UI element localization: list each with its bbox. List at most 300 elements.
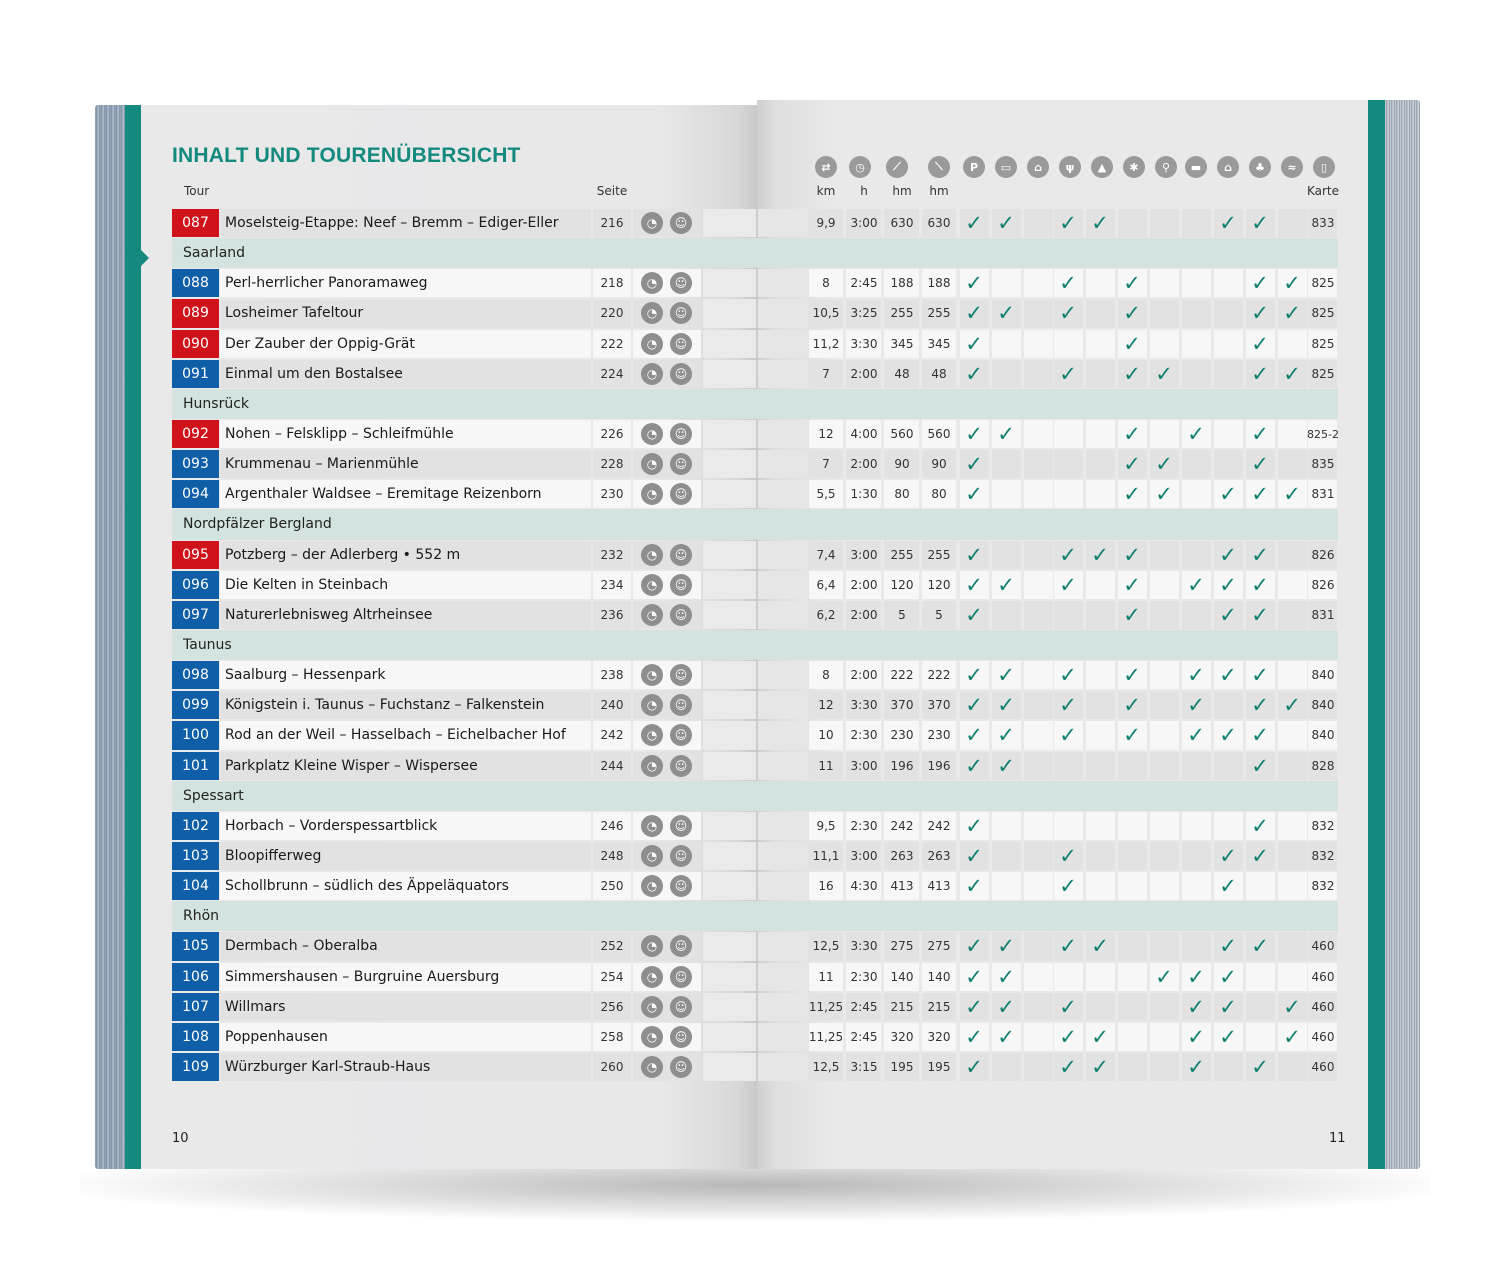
table-row (95, 298, 1420, 328)
check-icon: ✓ (1283, 301, 1301, 326)
table-row (95, 419, 1420, 449)
map-number: 825-2 (1307, 427, 1339, 441)
col-header-h: h (860, 184, 868, 198)
tour-number-badge: 107 (172, 993, 219, 1021)
check-icon: ✓ (1251, 934, 1269, 959)
distance-km: 5,5 (816, 487, 836, 502)
check-icon: ✓ (1123, 723, 1141, 748)
page-title: INHALT UND TOURENÜBERSICHT (172, 144, 521, 167)
cell-bg (1024, 661, 1054, 689)
cell-bg (703, 330, 757, 358)
check-icon: ✓ (997, 301, 1015, 326)
page-number: 234 (600, 577, 624, 592)
table-row (95, 751, 1420, 781)
check-icon: ✓ (965, 934, 983, 959)
descent-hm: 370 (927, 698, 951, 713)
family-friendly-icon: ☺ (670, 664, 692, 686)
cell-bg (1182, 752, 1212, 780)
descent-hm: 242 (927, 818, 951, 833)
check-icon: ✓ (1219, 482, 1237, 507)
page-number: 246 (600, 818, 624, 833)
cell-bg (1182, 932, 1212, 960)
check-icon: ✓ (1219, 874, 1237, 899)
check-icon: ✓ (1283, 1024, 1301, 1049)
check-icon: ✓ (965, 331, 983, 356)
cell-bg (1214, 691, 1244, 719)
family-friendly-icon: ☺ (670, 755, 692, 777)
cable-car-icon: ⌂ (1027, 156, 1049, 178)
distance-km: 10,5 (812, 306, 840, 321)
page-number: 250 (600, 879, 624, 894)
check-icon: ✓ (1187, 693, 1205, 718)
tour-table (95, 208, 1420, 1082)
difficulty-icon: ◔ (641, 875, 663, 897)
duration-hours: 3:30 (850, 939, 878, 954)
cell-bg (1150, 269, 1180, 297)
check-icon: ✓ (965, 422, 983, 447)
cell-bg (1118, 752, 1148, 780)
map-number: 835 (1311, 457, 1335, 472)
check-icon: ✓ (1283, 271, 1301, 296)
cell-bg (758, 480, 808, 508)
table-row (95, 690, 1420, 720)
family-friendly-icon: ☺ (670, 453, 692, 475)
cell-bg (1086, 299, 1116, 327)
page-number: 252 (600, 939, 624, 954)
check-icon: ✓ (1187, 422, 1205, 447)
cell-bg (758, 299, 808, 327)
check-icon: ✓ (997, 211, 1015, 236)
family-friendly-icon: ☺ (670, 935, 692, 957)
map-number: 828 (1311, 758, 1335, 773)
cell-bg (1024, 299, 1054, 327)
family-friendly-icon: ☺ (670, 1056, 692, 1078)
check-icon: ✓ (1283, 482, 1301, 507)
route-start-icon: ⇄ (815, 156, 837, 178)
check-icon: ✓ (965, 271, 983, 296)
cell-bg (758, 932, 808, 960)
region-label: Taunus (183, 637, 232, 654)
cell-bg (1054, 480, 1084, 508)
cell-bg (703, 721, 757, 749)
distance-km: 6,2 (816, 607, 836, 622)
hut-icon: ▬ (1185, 156, 1207, 178)
check-icon: ✓ (1219, 844, 1237, 869)
cell-bg (1150, 752, 1180, 780)
tour-name: Dermbach – Oberalba (225, 938, 378, 955)
map-number: 825 (1311, 306, 1335, 321)
tour-number-badge: 089 (172, 299, 219, 327)
ascent-hm: 370 (890, 698, 914, 713)
duration-hours: 3:00 (850, 216, 878, 231)
difficulty-icon: ◔ (641, 755, 663, 777)
cell-bg (1024, 450, 1054, 478)
cell-bg (1150, 721, 1180, 749)
duration-hours: 2:30 (850, 818, 878, 833)
difficulty-icon: ◔ (641, 935, 663, 957)
ascent-hm: 413 (890, 879, 914, 894)
check-icon: ✓ (1059, 874, 1077, 899)
descent-hm: 230 (927, 728, 951, 743)
tour-name: Nohen – Felsklipp – Schleifmühle (225, 426, 454, 443)
cell-bg (703, 269, 757, 297)
cell-bg (1150, 1023, 1180, 1051)
check-icon: ✓ (965, 753, 983, 778)
cell-bg (1024, 571, 1054, 599)
family-friendly-icon: ☺ (670, 333, 692, 355)
region-row (95, 389, 1420, 419)
cell-bg (1278, 661, 1308, 689)
check-icon: ✓ (1251, 813, 1269, 838)
region-row (95, 509, 1420, 539)
descent-hm: 222 (927, 668, 951, 683)
check-icon: ✓ (1059, 301, 1077, 326)
difficulty-icon: ◔ (641, 815, 663, 837)
cell-bg (758, 721, 808, 749)
check-icon: ✓ (965, 663, 983, 688)
tour-number-badge: 094 (172, 480, 219, 508)
cell-bg (992, 330, 1022, 358)
check-icon: ✓ (1251, 572, 1269, 597)
cell-bg (1086, 480, 1116, 508)
duration-hours: 2:45 (850, 999, 878, 1014)
cell-bg (1024, 330, 1054, 358)
ascent-hm: 140 (890, 969, 914, 984)
check-icon: ✓ (1187, 964, 1205, 989)
descent-icon: ⟍ (928, 156, 950, 178)
cell-bg (1054, 330, 1084, 358)
ascent-hm: 90 (894, 457, 910, 472)
distance-km: 11,2 (812, 336, 840, 351)
distance-km: 12 (818, 427, 834, 442)
tour-number-badge: 104 (172, 872, 219, 900)
cell-bg (1054, 450, 1084, 478)
ascent-hm: 5 (898, 607, 906, 622)
cell-bg (1150, 330, 1180, 358)
check-icon: ✓ (1091, 211, 1109, 236)
cell-bg (1086, 752, 1116, 780)
table-row (95, 359, 1420, 389)
descent-hm: 188 (927, 276, 951, 291)
cell-bg (1214, 752, 1244, 780)
check-icon: ✓ (1251, 753, 1269, 778)
descent-hm: 560 (927, 427, 951, 442)
ascent-hm: 222 (890, 668, 914, 683)
region-band (172, 901, 1338, 931)
check-icon: ✓ (1187, 1055, 1205, 1079)
cell-bg (1118, 209, 1148, 237)
restaurant-icon: ψ (1059, 156, 1081, 178)
cell-bg (1024, 842, 1054, 870)
check-icon: ✓ (1123, 271, 1141, 296)
tour-name: Potzberg – der Adlerberg • 552 m (225, 546, 461, 563)
distance-km: 6,4 (816, 577, 836, 592)
ascent-hm: 80 (894, 487, 910, 502)
cell-bg (1024, 1053, 1054, 1081)
check-icon: ✓ (1251, 723, 1269, 748)
ascent-hm: 196 (890, 758, 914, 773)
difficulty-icon: ◔ (641, 363, 663, 385)
table-row (95, 1022, 1420, 1052)
descent-hm: 630 (927, 216, 951, 231)
duration-hours: 2:00 (850, 577, 878, 592)
ascent-hm: 320 (890, 1029, 914, 1044)
map-number: 833 (1311, 216, 1335, 231)
tour-number-badge: 105 (172, 932, 219, 960)
cell-bg (1024, 1023, 1054, 1051)
duration-hours: 4:30 (850, 879, 878, 894)
cell-bg (1086, 420, 1116, 448)
family-friendly-icon: ☺ (670, 483, 692, 505)
difficulty-icon: ◔ (641, 845, 663, 867)
tour-number-badge: 098 (172, 661, 219, 689)
difficulty-icon: ◔ (641, 272, 663, 294)
cell-bg (758, 842, 808, 870)
cell-bg (703, 932, 757, 960)
cell-bg (1150, 541, 1180, 569)
cell-bg (1024, 269, 1054, 297)
check-icon: ✓ (1251, 602, 1269, 627)
check-icon: ✓ (1059, 542, 1077, 567)
cell-bg (758, 1053, 808, 1081)
check-icon: ✓ (1251, 422, 1269, 447)
check-icon: ✓ (997, 1024, 1015, 1049)
check-icon: ✓ (1251, 271, 1269, 296)
table-row (95, 540, 1420, 570)
page-number: 254 (600, 969, 624, 984)
descent-hm: 5 (935, 607, 943, 622)
winter-icon: ✱ (1123, 156, 1145, 178)
check-icon: ✓ (1091, 542, 1109, 567)
check-icon: ✓ (1251, 1055, 1269, 1079)
tour-name: Bloopifferweg (225, 848, 322, 865)
difficulty-icon: ◔ (641, 574, 663, 596)
check-icon: ✓ (1155, 964, 1173, 989)
tour-name: Poppenhausen (225, 1028, 328, 1045)
cell-bg (1024, 963, 1054, 991)
check-icon: ✓ (1123, 301, 1141, 326)
family-friendly-icon: ☺ (670, 875, 692, 897)
descent-hm: 140 (927, 969, 951, 984)
bike-icon: ⚲ (1155, 156, 1177, 178)
check-icon: ✓ (1251, 663, 1269, 688)
cell-bg (1278, 752, 1308, 780)
check-icon: ✓ (965, 572, 983, 597)
check-icon: ✓ (965, 994, 983, 1019)
check-icon: ✓ (965, 1024, 983, 1049)
page-number: 216 (600, 216, 624, 231)
duration-hours: 3:30 (850, 336, 878, 351)
check-icon: ✓ (1251, 844, 1269, 869)
cell-bg (1150, 209, 1180, 237)
page-number: 244 (600, 758, 624, 773)
cell-bg (703, 209, 757, 237)
cell-bg (703, 1053, 757, 1081)
map-number: 460 (1311, 999, 1335, 1014)
tour-name: Moselsteig-Etappe: Neef – Bremm – Ediger-Eller (225, 215, 559, 232)
map-number: 832 (1311, 818, 1335, 833)
cell-bg (1024, 721, 1054, 749)
family-friendly-icon: ☺ (670, 302, 692, 324)
cell-bg (703, 691, 757, 719)
map-number: 460 (1311, 1029, 1335, 1044)
family-friendly-icon: ☺ (670, 272, 692, 294)
cell-bg (1278, 1053, 1308, 1081)
tour-number-badge: 097 (172, 601, 219, 629)
check-icon: ✓ (997, 753, 1015, 778)
family-friendly-icon: ☺ (670, 363, 692, 385)
cell-bg (1214, 299, 1244, 327)
table-row (95, 992, 1420, 1022)
check-icon: ✓ (1219, 542, 1237, 567)
check-icon: ✓ (1187, 572, 1205, 597)
cell-bg (1278, 812, 1308, 840)
table-row (95, 962, 1420, 992)
cell-bg (1182, 872, 1212, 900)
difficulty-icon: ◔ (641, 996, 663, 1018)
tour-number-badge: 106 (172, 963, 219, 991)
check-icon: ✓ (965, 602, 983, 627)
ascent-hm: 215 (890, 999, 914, 1014)
check-icon: ✓ (1123, 331, 1141, 356)
table-row (95, 600, 1420, 630)
cell-bg (1086, 601, 1116, 629)
cell-bg (1278, 541, 1308, 569)
cell-bg (703, 842, 757, 870)
page-number: 232 (600, 547, 624, 562)
ascent-hm: 630 (890, 216, 914, 231)
cell-bg (1150, 812, 1180, 840)
page-number: 228 (600, 457, 624, 472)
check-icon: ✓ (1123, 572, 1141, 597)
tour-name: Perl-herrlicher Panoramaweg (225, 275, 428, 292)
check-icon: ✓ (1123, 542, 1141, 567)
tour-number-badge: 101 (172, 752, 219, 780)
cell-bg (1278, 963, 1308, 991)
descent-hm: 345 (927, 336, 951, 351)
cell-bg (758, 872, 808, 900)
map-icon: ▯ (1313, 156, 1335, 178)
table-row (95, 720, 1420, 750)
table-row (95, 268, 1420, 298)
col-header-karte: Karte (1306, 184, 1340, 198)
duration-hours: 2:00 (850, 607, 878, 622)
distance-km: 9,9 (816, 216, 836, 231)
tour-number-badge: 087 (172, 209, 219, 237)
tour-name: Argenthaler Waldsee – Eremitage Reizenborn (225, 486, 542, 503)
tour-number-badge: 092 (172, 420, 219, 448)
swimming-icon: ≈ (1281, 156, 1303, 178)
cell-bg (1278, 872, 1308, 900)
cell-bg (1182, 330, 1212, 358)
distance-km: 11,1 (812, 849, 840, 864)
check-icon: ✓ (1219, 964, 1237, 989)
cell-bg (1150, 932, 1180, 960)
check-icon: ✓ (997, 422, 1015, 447)
page-number: 258 (600, 1029, 624, 1044)
descent-hm: 120 (927, 577, 951, 592)
check-icon: ✓ (1059, 663, 1077, 688)
check-icon: ✓ (1123, 663, 1141, 688)
cell-bg (703, 1023, 757, 1051)
page-number-right: 11 (1329, 1131, 1346, 1146)
family-friendly-icon: ☺ (670, 423, 692, 445)
cell-bg (703, 993, 757, 1021)
check-icon: ✓ (965, 693, 983, 718)
check-icon: ✓ (1123, 482, 1141, 507)
ascent-hm: 275 (890, 939, 914, 954)
cell-bg (758, 209, 808, 237)
check-icon: ✓ (1251, 301, 1269, 326)
duration-hours: 3:30 (850, 698, 878, 713)
duration-hours: 3:00 (850, 547, 878, 562)
page-number: 230 (600, 487, 624, 502)
region-row (95, 238, 1420, 268)
duration-hours: 2:00 (850, 366, 878, 381)
page-number: 220 (600, 306, 624, 321)
cell-bg (1024, 691, 1054, 719)
check-icon: ✓ (1219, 572, 1237, 597)
cell-bg (758, 1023, 808, 1051)
map-number: 825 (1311, 276, 1335, 291)
tour-number-badge: 102 (172, 812, 219, 840)
col-header-seite: Seite (596, 184, 628, 198)
cell-bg (1278, 330, 1308, 358)
tour-name: Würzburger Karl-Straub-Haus (225, 1059, 431, 1075)
cell-bg (1150, 1053, 1180, 1081)
cell-bg (758, 269, 808, 297)
check-icon: ✓ (1219, 723, 1237, 748)
map-number: 826 (1311, 547, 1335, 562)
cell-bg (1278, 721, 1308, 749)
duration-hours: 2:00 (850, 668, 878, 683)
check-icon: ✓ (1251, 482, 1269, 507)
cell-bg (1150, 661, 1180, 689)
cell-bg (1024, 872, 1054, 900)
cell-bg (703, 420, 757, 448)
tour-number-badge: 100 (172, 721, 219, 749)
check-icon: ✓ (997, 964, 1015, 989)
check-icon: ✓ (997, 572, 1015, 597)
col-header-hm-up: hm (892, 184, 912, 198)
cell-bg (758, 993, 808, 1021)
map-number: 832 (1311, 879, 1335, 894)
ascent-hm: 560 (890, 427, 914, 442)
cell-bg (1118, 812, 1148, 840)
check-icon: ✓ (965, 301, 983, 326)
check-icon: ✓ (1059, 934, 1077, 959)
region-row (95, 901, 1420, 931)
cell-bg (758, 963, 808, 991)
duration-hours: 3:25 (850, 306, 878, 321)
ascent-hm: 195 (890, 1060, 914, 1074)
difficulty-icon: ◔ (641, 724, 663, 746)
cell-bg (1278, 209, 1308, 237)
cell-bg (992, 541, 1022, 569)
page-number: 222 (600, 336, 624, 351)
tour-name: Der Zauber der Oppig-Grät (225, 335, 415, 352)
check-icon: ✓ (965, 723, 983, 748)
cell-bg (758, 450, 808, 478)
cell-bg (758, 691, 808, 719)
cell-bg (703, 963, 757, 991)
page-number-left: 10 (172, 1131, 189, 1146)
check-icon: ✓ (1187, 723, 1205, 748)
open-book (95, 100, 1420, 1172)
tour-number-badge: 091 (172, 360, 219, 388)
tour-name: Schollbrunn – südlich des Äppeläquators (225, 878, 509, 895)
cell-bg (1246, 1023, 1276, 1051)
